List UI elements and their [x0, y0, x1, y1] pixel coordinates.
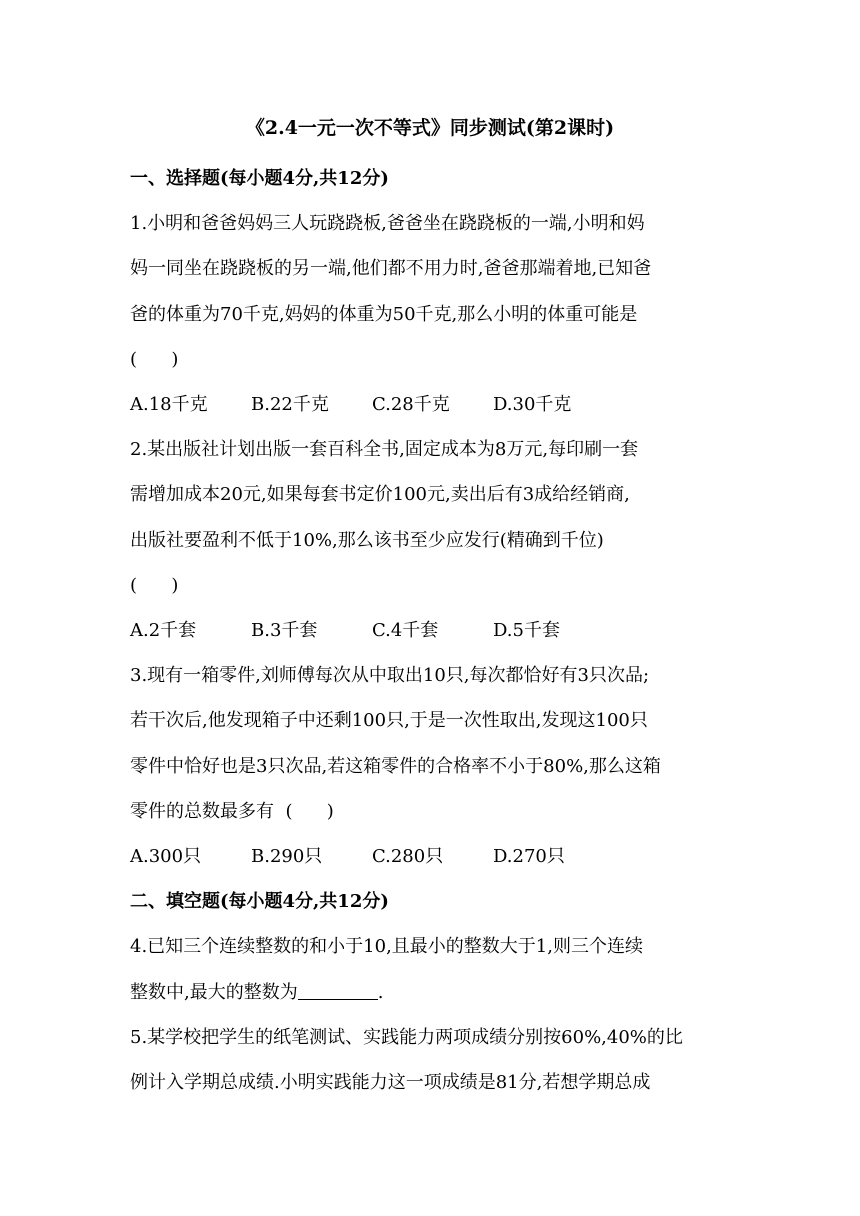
question-2-options — [130, 608, 732, 653]
question-4-period: . — [377, 981, 384, 1003]
question-1 — [130, 201, 732, 427]
question-1-option-a: A.18千克 — [130, 394, 208, 416]
question-1-option-b: B.22千克 — [251, 394, 329, 416]
question-4-line-2-text: 整数中,最大的整数为 — [130, 981, 298, 1003]
question-4 — [130, 924, 732, 1014]
question-2-line-1: 2.某出版社计划出版一套百科全书,固定成本为8万元,每印刷一套 — [130, 439, 639, 461]
question-2-option-c: C.4千套 — [372, 620, 439, 642]
question-3-line-1: 3.现有一箱零件,刘师傅每次从中取出10只,每次都恰好有3只次品; — [130, 665, 650, 687]
question-2-answer-paren: ( ) — [130, 574, 179, 596]
answer-blank — [298, 981, 378, 1000]
question-5-line-1: 5.某学校把学生的纸笔测试、实践能力两项成绩分别按60%,40%的比 — [130, 1026, 683, 1048]
question-2-option-d: D.5千套 — [493, 620, 560, 642]
question-3-option-a: A.300只 — [130, 846, 202, 868]
question-3-line-3: 零件中恰好也是3只次品,若这箱零件的合格率不小于80%,那么这箱 — [130, 755, 661, 777]
question-3-options — [130, 834, 732, 879]
question-2-line-3: 出版社要盈利不低于10%,那么该书至少应发行(精确到千位) — [130, 529, 604, 551]
question-1-option-d: D.30千克 — [493, 394, 572, 416]
question-3-line-4: 零件的总数最多有 ( ) — [130, 800, 334, 822]
question-3-option-d: D.270只 — [493, 846, 565, 868]
question-1-option-c: C.28千克 — [372, 394, 450, 416]
question-1-line-1: 1.小明和爸爸妈妈三人玩跷跷板,爸爸坐在跷跷板的一端,小明和妈 — [130, 213, 645, 235]
question-3-line-2: 若干次后,他发现箱子中还剩100只,于是一次性取出,发现这100只 — [130, 710, 648, 732]
question-1-answer-paren: ( ) — [130, 348, 179, 370]
question-3-option-b: B.290只 — [251, 846, 323, 868]
question-2-line-2: 需增加成本20元,如果每套书定价100元,卖出后有3成给经销商, — [130, 484, 630, 506]
question-3-option-c: C.280只 — [372, 846, 444, 868]
question-5-line-2: 例计入学期总成绩.小明实践能力这一项成绩是81分,若想学期总成 — [130, 1072, 651, 1094]
page-title: 《2.4一元一次不等式》同步测试(第2课时) — [245, 117, 615, 139]
question-4-line-1: 4.已知三个连续整数的和小于10,且最小的整数大于1,则三个连续 — [130, 936, 643, 958]
document-content — [130, 156, 732, 1105]
question-1-line-3: 爸的体重为70千克,妈妈的体重为50千克,那么小明的体重可能是 — [130, 303, 638, 325]
question-1-options — [130, 382, 732, 427]
question-1-line-2: 妈一同坐在跷跷板的另一端,他们都不用力时,爸爸那端着地,已知爸 — [130, 258, 652, 280]
question-3 — [130, 653, 732, 879]
question-5 — [130, 1015, 732, 1105]
section-heading-multiple-choice: 一、选择题(每小题4分,共12分) — [130, 168, 389, 189]
question-2-option-b: B.3千套 — [251, 620, 318, 642]
question-2 — [130, 427, 732, 653]
section-heading-fill-in: 二、填空题(每小题4分,共12分) — [130, 891, 389, 913]
question-2-option-a: A.2千套 — [130, 620, 197, 642]
question-4-line-2 — [130, 970, 732, 1015]
